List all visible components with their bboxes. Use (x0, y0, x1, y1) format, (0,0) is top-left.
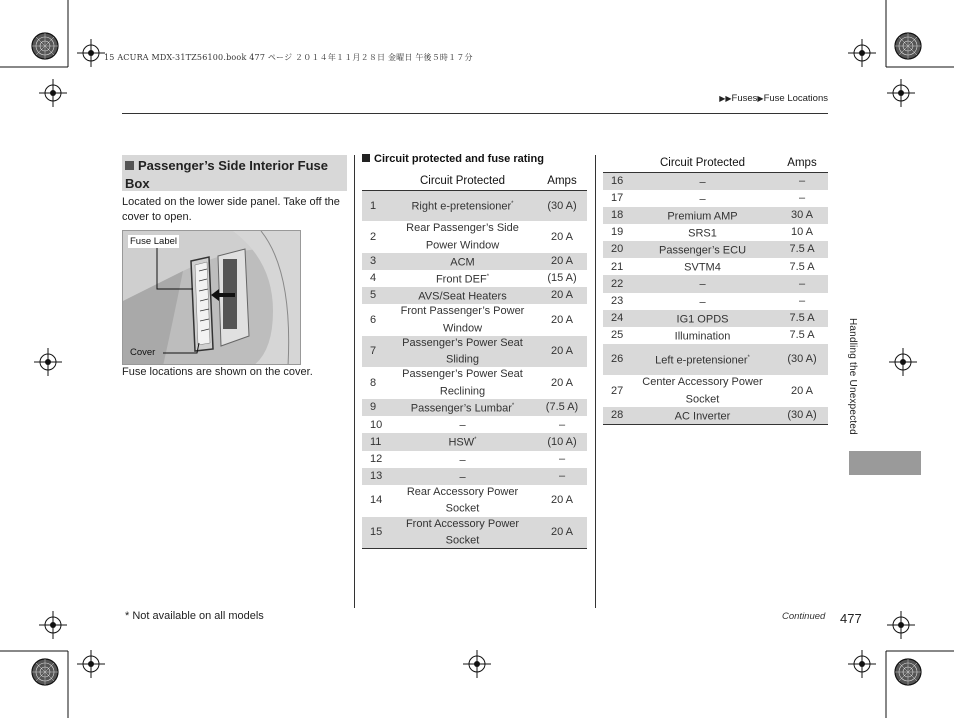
photo-caption: Fuse locations are shown on the cover. (122, 366, 313, 378)
table-row (603, 327, 828, 344)
fuse-amps: (10 A) (537, 433, 587, 450)
circuit-name (629, 172, 776, 190)
circuit-name (388, 451, 537, 468)
continued-label: Continued (782, 611, 826, 622)
circuit-text: Passenger’s Power Seat Sliding (402, 336, 523, 366)
circuit-name (629, 293, 776, 310)
table-row (362, 336, 587, 368)
table-title (362, 153, 544, 165)
fuse-amps: 20 A (550, 494, 574, 507)
col-circuit: Circuit Protected (388, 173, 537, 190)
table-row (603, 224, 828, 241)
col-number (603, 155, 629, 172)
table-row (603, 241, 828, 258)
fuse-number: 21 (611, 260, 624, 273)
circuit-text: SVTM4 (684, 261, 721, 274)
fuse-amps: 20 A (790, 384, 814, 397)
section-marker-icon (125, 161, 134, 170)
fuse-number: 8 (370, 377, 377, 390)
fuse-table-1 (362, 173, 587, 549)
fuse-number: 20 (603, 241, 629, 258)
fuse-amps: – (798, 191, 806, 204)
circuit-text: Premium AMP (667, 210, 738, 223)
circuit-name (388, 367, 537, 399)
circuit-text: HSW (448, 437, 475, 450)
col-amps: Amps (537, 173, 587, 190)
table-row (362, 451, 587, 468)
circuit-text: IG1 OPDS (676, 313, 729, 326)
fuse-number: 1 (362, 190, 388, 221)
fuse-number: 9 (362, 399, 388, 416)
print-header: 15 ACURA MDX-31TZ56100.book 477 ページ ２０１４年１１月２８日 金曜日 午後５時１７分 (104, 53, 473, 62)
column-divider-right (595, 155, 596, 608)
fuse-amps: 20 A (537, 336, 587, 368)
footnote: * Not available on all models (125, 610, 264, 622)
fuse-number: 28 (603, 407, 629, 425)
circuit-text: Front DEF (435, 273, 487, 286)
fuse-number: 16 (603, 172, 629, 190)
table-row (362, 270, 587, 287)
intro-text: Located on the lower side panel. Take off the cover to open. (122, 196, 340, 223)
table-row (603, 407, 828, 425)
fuse-amps: – (776, 172, 828, 190)
table-row (362, 253, 587, 270)
circuit-text: – (459, 471, 466, 484)
circuit-name (388, 190, 537, 221)
cover-callout: Cover (130, 347, 156, 358)
table-row (603, 172, 828, 190)
table-row (362, 287, 587, 304)
table-row (603, 375, 828, 407)
footnote-marker: * (474, 437, 477, 444)
circuit-text: ACM (450, 256, 475, 269)
circuit-name (388, 270, 537, 287)
fuse-number: 6 (370, 313, 377, 326)
circuit-text: – (459, 454, 466, 467)
circuit-name (388, 433, 537, 450)
fuse-number: 5 (362, 287, 388, 304)
circuit-text: Passenger’s Lumbar (410, 402, 512, 415)
circuit-name (388, 399, 537, 416)
fuse-number: 23 (611, 294, 624, 307)
circuit-name (629, 275, 776, 292)
circuit-name (629, 241, 776, 258)
fuse-amps: 7.5 A (789, 260, 815, 273)
fuse-label-callout: Fuse Label (130, 236, 178, 247)
fuse-number: 2 (370, 230, 377, 243)
circuit-name (629, 310, 776, 327)
fuse-amps: 10 A (790, 226, 814, 239)
fuse-amps: – (776, 275, 828, 292)
circuit-text: AC Inverter (674, 410, 731, 423)
circuit-text: Right e-pretensioner (411, 200, 512, 213)
footnote-marker: * (511, 403, 515, 410)
fuse-number: 13 (362, 468, 388, 485)
breadcrumb-arrows: ▶▶ (719, 94, 732, 103)
fuse-number: 12 (370, 452, 383, 465)
circuit-name (629, 258, 776, 275)
page-number: 477 (840, 611, 862, 626)
circuit-name (388, 304, 537, 336)
breadcrumb-item-fuses[interactable]: Fuses (731, 93, 758, 104)
fuse-amps: 7.5 A (776, 310, 828, 327)
circuit-name (629, 190, 776, 207)
fuse-amps: (7.5 A) (537, 399, 587, 416)
circuit-name (629, 407, 776, 425)
circuit-text: Rear Passenger’s Side Power Window (406, 222, 519, 252)
chapter-tab-label: Handling the Unexpected (847, 318, 858, 435)
circuit-text: Front Passenger’s Power Window (400, 305, 525, 335)
fuse-number: 18 (603, 207, 629, 224)
circuit-name (629, 327, 776, 344)
table-row (362, 468, 587, 485)
fuse-box-photo (122, 230, 301, 365)
fuse-table-1-body (362, 190, 587, 549)
col-number (362, 173, 388, 190)
table-row (362, 416, 587, 433)
fuse-amps: 7.5 A (776, 241, 828, 258)
table-row (603, 310, 828, 327)
fuse-amps: 7.5 A (789, 329, 815, 342)
circuit-name (629, 224, 776, 241)
fuse-number: 25 (611, 329, 624, 342)
circuit-name (629, 375, 776, 407)
fuse-number: 4 (370, 272, 377, 285)
fuse-amps: 20 A (550, 377, 574, 390)
circuit-name (388, 517, 537, 549)
fuse-amps: – (798, 294, 806, 307)
fuse-number: 17 (611, 191, 624, 204)
breadcrumb (719, 93, 828, 104)
table-row (362, 433, 587, 450)
fuse-amps: – (558, 418, 566, 431)
table-row (603, 207, 828, 224)
footnote-marker: * (486, 273, 490, 280)
fuse-amps: – (537, 468, 587, 485)
circuit-text: Center Accessory Power Socket (642, 376, 763, 406)
circuit-text: Front Accessory Power Socket (405, 517, 520, 547)
col-amps: Amps (776, 155, 828, 172)
breadcrumb-item-fuse-locations[interactable]: Fuse Locations (763, 93, 828, 104)
circuit-text: – (699, 296, 706, 309)
circuit-name (388, 485, 537, 517)
fuse-amps: 30 A (776, 207, 828, 224)
fuse-table-2-body (603, 172, 828, 424)
circuit-text: Rear Accessory Power Socket (406, 485, 519, 516)
circuit-name (629, 207, 776, 224)
table-row (603, 293, 828, 310)
table-row (603, 275, 828, 292)
table-row (362, 399, 587, 416)
fuse-number: 14 (370, 494, 383, 507)
circuit-name (629, 344, 776, 375)
fuse-number: 11 (362, 433, 388, 450)
table-title-text: Circuit protected and fuse rating (374, 153, 544, 165)
fuse-number: 27 (611, 384, 624, 397)
table-row (362, 304, 587, 336)
fuse-amps: (30 A) (537, 190, 587, 221)
circuit-text: – (699, 193, 706, 206)
section-title: Passenger’s Side Interior Fuse Box (125, 158, 329, 191)
fuse-number: 7 (362, 336, 388, 368)
fuse-amps: – (558, 452, 566, 465)
fuse-number: 3 (362, 253, 388, 270)
circuit-text: Illumination (674, 330, 731, 343)
table-row (362, 485, 587, 517)
footnote-marker: * (747, 354, 750, 361)
circuit-name (388, 287, 537, 304)
circuit-text: Passenger’s Power Seat Reclining (402, 368, 523, 398)
circuit-text: AVS/Seat Heaters (418, 290, 507, 303)
circuit-text: Passenger’s ECU (658, 244, 747, 257)
fuse-amps: 20 A (537, 253, 587, 270)
circuit-name (388, 221, 537, 253)
fuse-amps: 20 A (550, 230, 574, 243)
table-row (603, 190, 828, 207)
column-divider-left (354, 155, 355, 608)
fuse-number: 26 (603, 344, 629, 375)
fuse-amps: 20 A (537, 287, 587, 304)
table-title-marker-icon (362, 154, 370, 162)
fuse-amps: (30 A) (776, 407, 828, 425)
circuit-text: – (699, 279, 706, 292)
breadcrumb-separator: ▶ (757, 94, 764, 103)
fuse-amps: 20 A (537, 517, 587, 549)
circuit-name (388, 416, 537, 433)
table-row (362, 221, 587, 253)
circuit-name (388, 253, 537, 270)
table-row (362, 517, 587, 549)
header-rule (122, 113, 828, 114)
table-row (603, 344, 828, 375)
circuit-text: SRS1 (688, 227, 717, 240)
fuse-number: 19 (611, 226, 624, 239)
circuit-name (388, 468, 537, 485)
fuse-number: 15 (362, 517, 388, 549)
circuit-name (388, 336, 537, 368)
chapter-tab[interactable] (849, 451, 921, 475)
circuit-text: – (699, 176, 706, 189)
col-circuit: Circuit Protected (629, 155, 776, 172)
fuse-amps: (30 A) (776, 344, 828, 375)
fuse-number: 24 (603, 310, 629, 327)
fuse-amps: (15 A) (547, 272, 577, 285)
table-row (362, 190, 587, 221)
table-row (603, 258, 828, 275)
table-row (362, 367, 587, 399)
footnote-marker: * (511, 201, 514, 208)
fuse-number: 10 (370, 418, 383, 431)
fuse-table-2 (603, 155, 828, 425)
fuse-amps: 20 A (550, 313, 574, 326)
fuse-number: 22 (603, 275, 629, 292)
section-heading (122, 155, 347, 191)
circuit-text: Left e-pretensioner (655, 354, 748, 367)
circuit-text: – (459, 419, 466, 432)
